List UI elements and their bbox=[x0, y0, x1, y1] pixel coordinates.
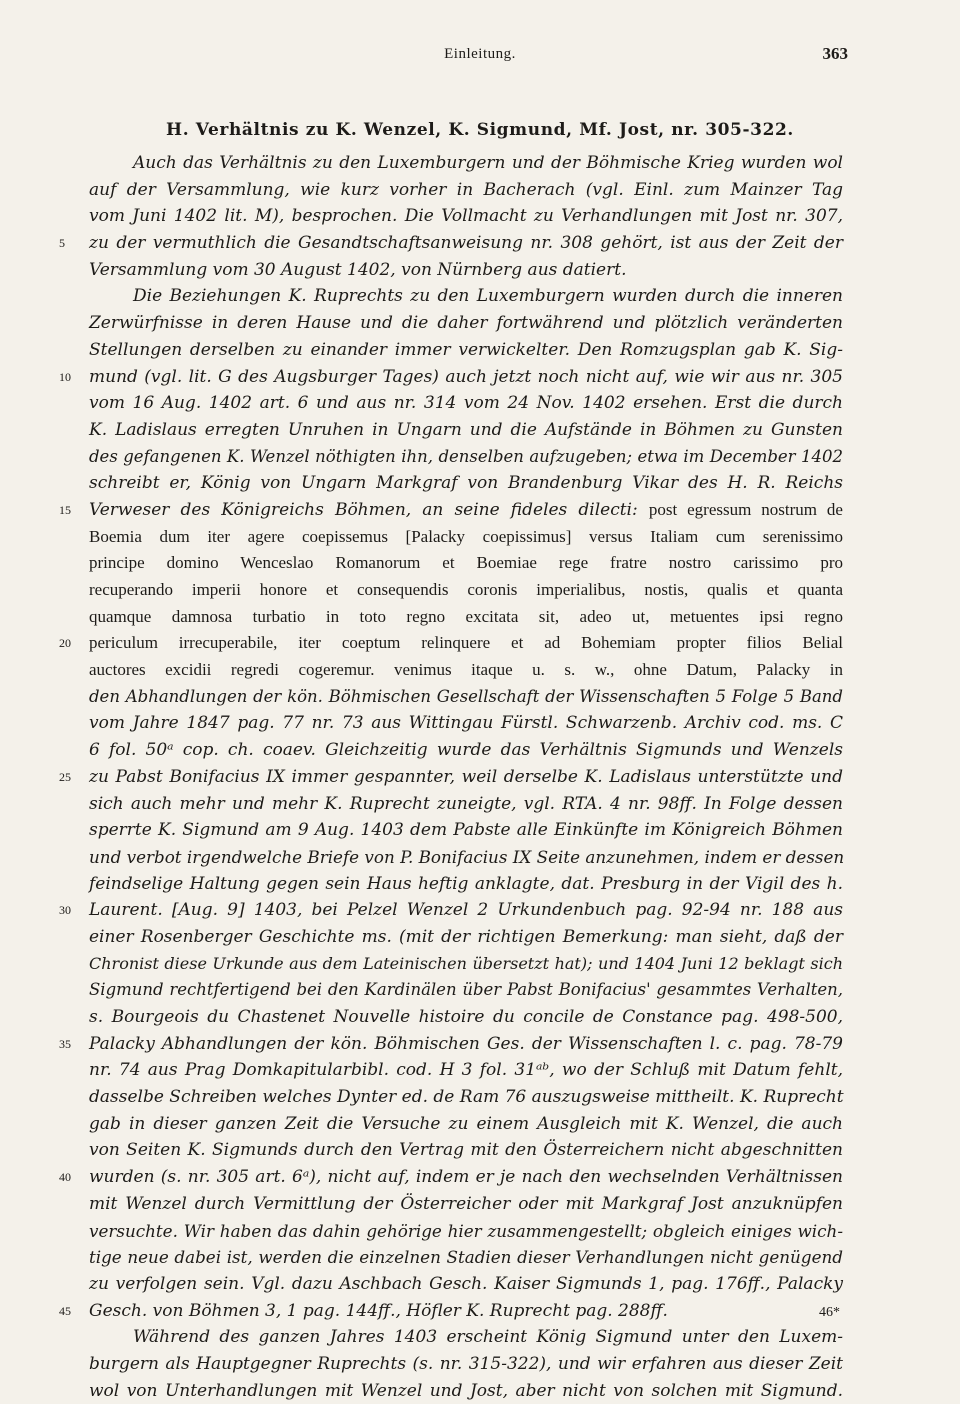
text-line bbox=[59, 1298, 843, 1325]
text-line bbox=[89, 310, 843, 337]
line-latin-text: quamque damnosa turbatio in toto regno excitata sit, adeo ut, metuentes ipsi regno bbox=[89, 606, 843, 626]
line-number: 40 bbox=[59, 1170, 71, 1185]
line-text: zu der vermuthlich die Gesandtschaftsanweisung nr. 308 gehört, ist aus der Zeit der bbox=[89, 233, 843, 254]
text-line bbox=[89, 710, 843, 737]
text-line bbox=[89, 577, 843, 604]
line-text: auf der Versammlung, wie kurz vorher in Bacherach (vgl. Einl. zum Mainzer Tag bbox=[89, 179, 843, 200]
line-text: und verbot irgendwelche Briefe von P. Bonifacius IX Seite anzunehmen, indem er dessen bbox=[89, 846, 845, 867]
line-text: s. Bourgeois du Chastenet Nouvelle histoire du concile de Constance pag. 498-500, bbox=[89, 1007, 843, 1027]
line-text: feindselige Haltung gegen sein Haus heftig anklagte, dat. Presburg in der Vigil des h. bbox=[89, 873, 843, 894]
text-line bbox=[89, 924, 843, 951]
text-line bbox=[89, 1057, 843, 1084]
line-text: Gesch. von Böhmen 3, 1 pag. 144ff., Höfler K. Ruprecht pag. 288ff. bbox=[89, 1300, 668, 1321]
text-line bbox=[89, 257, 843, 284]
text-line bbox=[59, 897, 843, 924]
line-text: zu verfolgen sein. Vgl. dazu Aschbach Gesch. Kaiser Sigmunds 1, pag. 176ff., Palacky bbox=[89, 1273, 843, 1294]
text-line bbox=[89, 1378, 843, 1404]
text-line bbox=[89, 177, 843, 204]
line-number: 10 bbox=[59, 369, 71, 384]
line-text: sperrte K. Sigmund am 9 Aug. 1403 dem Pabste alle Einkünfte im Königreich Böhmen bbox=[89, 820, 843, 841]
text-line bbox=[89, 1111, 843, 1138]
line-text: gab in dieser ganzen Zeit die Versuche zu einem Ausgleich mit K. Wenzel, die auch bbox=[89, 1113, 843, 1134]
text-line bbox=[89, 1084, 843, 1111]
text-line bbox=[89, 390, 843, 417]
text-line bbox=[89, 657, 843, 684]
line-number: 15 bbox=[59, 502, 71, 517]
text-line bbox=[89, 203, 843, 230]
sheet-signature: 46* bbox=[819, 1305, 840, 1320]
text-line bbox=[89, 1271, 843, 1298]
text-line bbox=[89, 550, 843, 577]
line-text: zu Pabst Bonifacius IX immer gespannter, weil derselbe K. Ladislaus unterstützte und bbox=[89, 766, 843, 787]
text-line bbox=[89, 1351, 843, 1378]
line-text: einer Rosenberger Geschichte ms. (mit der richtigen Bemerkung: man sieht, daß der bbox=[89, 926, 843, 947]
text-line bbox=[89, 470, 843, 497]
line-text: Palacky Abhandlungen der kön. Böhmischen Ges. der Wissenschaften l. c. pag. 78-79 bbox=[89, 1033, 843, 1054]
line-number: 30 bbox=[59, 903, 71, 918]
line-latin-text: auctores excidii regredi cogeremur. venimus itaque u. s. w., ohne Datum, Palacky in bbox=[89, 660, 843, 680]
line-text: burgern als Hauptgegner Ruprechts (s. nr. 315-322), und wir erfahren aus dieser Zeit bbox=[89, 1353, 843, 1374]
line-text: tige neue dabei ist, werden die einzelnen Stadien dieser Verhandlungen nicht genügend bbox=[89, 1247, 843, 1268]
text-line bbox=[59, 230, 843, 257]
line-text: Sigmund rechtfertigend bei den Kardinälen über Pabst Bonifacius' gesammtes Verhalten, bbox=[89, 980, 843, 1000]
line-latin-text: periculum irrecuperabile, iter coeptum relinquere et ad Bohemiam propter filios Belial bbox=[89, 633, 843, 653]
text-line bbox=[59, 497, 843, 524]
section-heading: H. Verhältnis zu K. Wenzel, K. Sigmund, Mf. Jost, nr. 305-322. bbox=[166, 120, 794, 140]
line-number: 20 bbox=[59, 636, 71, 651]
line-text: mund (vgl. lit. G des Augsburger Tages) auch jetzt noch nicht auf, wie wir aus nr. 305 bbox=[89, 366, 843, 387]
line-text: den Abhandlungen der kön. Böhmischen Gesellschaft der Wissenschaften 5 Folge 5 Band bbox=[89, 686, 843, 706]
line-text: vom 16 Aug. 1402 art. 6 und aus nr. 314 vom 24 Nov. 1402 ersehen. Erst die durch bbox=[89, 393, 843, 414]
line-latin-text: Boemia dum iter agere coepissemus [Palacky coepissimus] versus Italiam cum serenissimo bbox=[89, 526, 843, 546]
line-text: wol von Unterhandlungen mit Wenzel und Jost, aber nicht von solchen mit Sigmund. bbox=[89, 1380, 843, 1401]
running-title: Einleitung. bbox=[444, 46, 516, 62]
text-line bbox=[89, 844, 843, 871]
line-number: 45 bbox=[59, 1303, 71, 1318]
text-line bbox=[89, 1324, 843, 1351]
line-text: Die Beziehungen K. Ruprechts zu den Luxemburgern wurden durch die inneren bbox=[133, 286, 843, 307]
line-text: versuchte. Wir haben das dahin gehörige hier zusammengestellt; obgleich einiges wich- bbox=[89, 1220, 843, 1241]
line-text: schreibt er, König von Ungarn Markgraf von Brandenburg Vikar des H. R. Reichs bbox=[89, 473, 843, 494]
line-latin-text: principe domino Wenceslao Romanorum et Boemiae rege fratre nostro carissimo pro bbox=[89, 553, 843, 573]
text-line bbox=[89, 1244, 843, 1271]
line-text: Während des ganzen Jahres 1403 erscheint König Sigmund unter den Luxem- bbox=[133, 1327, 843, 1348]
text-line bbox=[89, 150, 843, 177]
text-line bbox=[59, 764, 843, 791]
running-head bbox=[0, 42, 960, 66]
line-number: 35 bbox=[59, 1036, 71, 1051]
text-line bbox=[59, 630, 843, 657]
line-text: Auch das Verhältnis zu den Luxemburgern und der Böhmische Krieg wurden wol bbox=[133, 153, 843, 173]
line-text: 6 fol. 50ᵃ cop. ch. coaev. Gleichzeitig wurde das Verhältnis Sigmunds und Wenzels bbox=[89, 740, 843, 761]
body-text bbox=[59, 150, 845, 1404]
text-line bbox=[89, 337, 843, 364]
text-line bbox=[89, 737, 843, 764]
text-line bbox=[89, 444, 843, 471]
line-number: 25 bbox=[59, 769, 71, 784]
text-line bbox=[89, 1218, 843, 1245]
line-text: mit Wenzel durch Vermittlung der Österreicher oder mit Markgraf Jost anzuknüpfen bbox=[89, 1193, 843, 1214]
text-line bbox=[89, 791, 843, 818]
line-latin-text: post egressum nostrum de bbox=[648, 499, 843, 519]
line-text: von Seiten K. Sigmunds durch den Vertrag mit den Österreichern nicht abgeschnitten bbox=[89, 1140, 843, 1161]
text-line bbox=[89, 817, 843, 844]
text-line bbox=[89, 951, 843, 978]
line-latin-text: recuperando imperii honore et consequendis coronis imperialibus, nostis, qualis et quanta bbox=[89, 580, 843, 599]
text-line bbox=[59, 1031, 843, 1058]
text-line bbox=[89, 871, 843, 898]
text-line bbox=[89, 1137, 843, 1164]
line-text: Zerwürfnisse in deren Hause und die daher fortwährend und plötzlich veränderten bbox=[89, 313, 843, 334]
line-text: Laurent. [Aug. 9] 1403, bei Pelzel Wenzel 2 Urkundenbuch pag. 92-94 nr. 188 aus bbox=[89, 900, 843, 921]
line-text: des gefangenen K. Wenzel nöthigten ihn, denselben aufzugeben; etwa im December 1402 bbox=[89, 446, 843, 466]
line-text: dasselbe Schreiben welches Dynter ed. de Ram 76 auszugsweise mittheilt. K. Ruprecht bbox=[89, 1087, 844, 1108]
text-line bbox=[59, 1164, 843, 1191]
text-line bbox=[89, 1004, 843, 1031]
line-text: Verweser des Königreichs Böhmen, an seine fideles dilecti: bbox=[89, 499, 638, 520]
line-text: wurden (s. nr. 305 art. 6ᵃ), nicht auf, indem er je nach den wechselnden Verhältnissen bbox=[89, 1167, 843, 1188]
line-text: Versammlung vom 30 August 1402, von Nürnberg aus datiert. bbox=[89, 259, 627, 280]
line-text: K. Ladislaus erregten Unruhen in Ungarn und die Aufstände in Böhmen zu Gunsten bbox=[89, 419, 843, 440]
line-text: Chronist diese Urkunde aus dem Lateinischen übersetzt hat); und 1404 Juni 12 beklagt sich bbox=[89, 953, 843, 973]
text-line bbox=[89, 684, 843, 711]
line-text: vom Jahre 1847 pag. 77 nr. 73 aus Wittingau Fürstl. Schwarzenb. Archiv cod. ms. C bbox=[89, 713, 843, 734]
line-text: nr. 74 aus Prag Domkapitularbibl. cod. H 3 fol. 31ᵃᵇ, wo der Schluß mit Datum fehlt, bbox=[89, 1060, 843, 1081]
text-line bbox=[89, 977, 843, 1004]
page-number: 363 bbox=[822, 44, 848, 63]
text-line bbox=[89, 604, 843, 631]
text-line bbox=[89, 283, 843, 310]
text-line bbox=[89, 524, 843, 551]
text-line bbox=[89, 417, 843, 444]
text-line bbox=[89, 1191, 843, 1218]
line-text: Stellungen derselben zu einander immer verwickelter. Den Romzugsplan gab K. Sig- bbox=[89, 339, 843, 360]
line-text: sich auch mehr und mehr K. Ruprecht zuneigte, vgl. RTA. 4 nr. 98ff. In Folge dessen bbox=[89, 793, 843, 814]
line-text: vom Juni 1402 lit. M), besprochen. Die Vollmacht zu Verhandlungen mit Jost nr. 307, bbox=[89, 206, 843, 227]
text-line bbox=[59, 364, 843, 391]
line-number: 5 bbox=[59, 236, 65, 251]
